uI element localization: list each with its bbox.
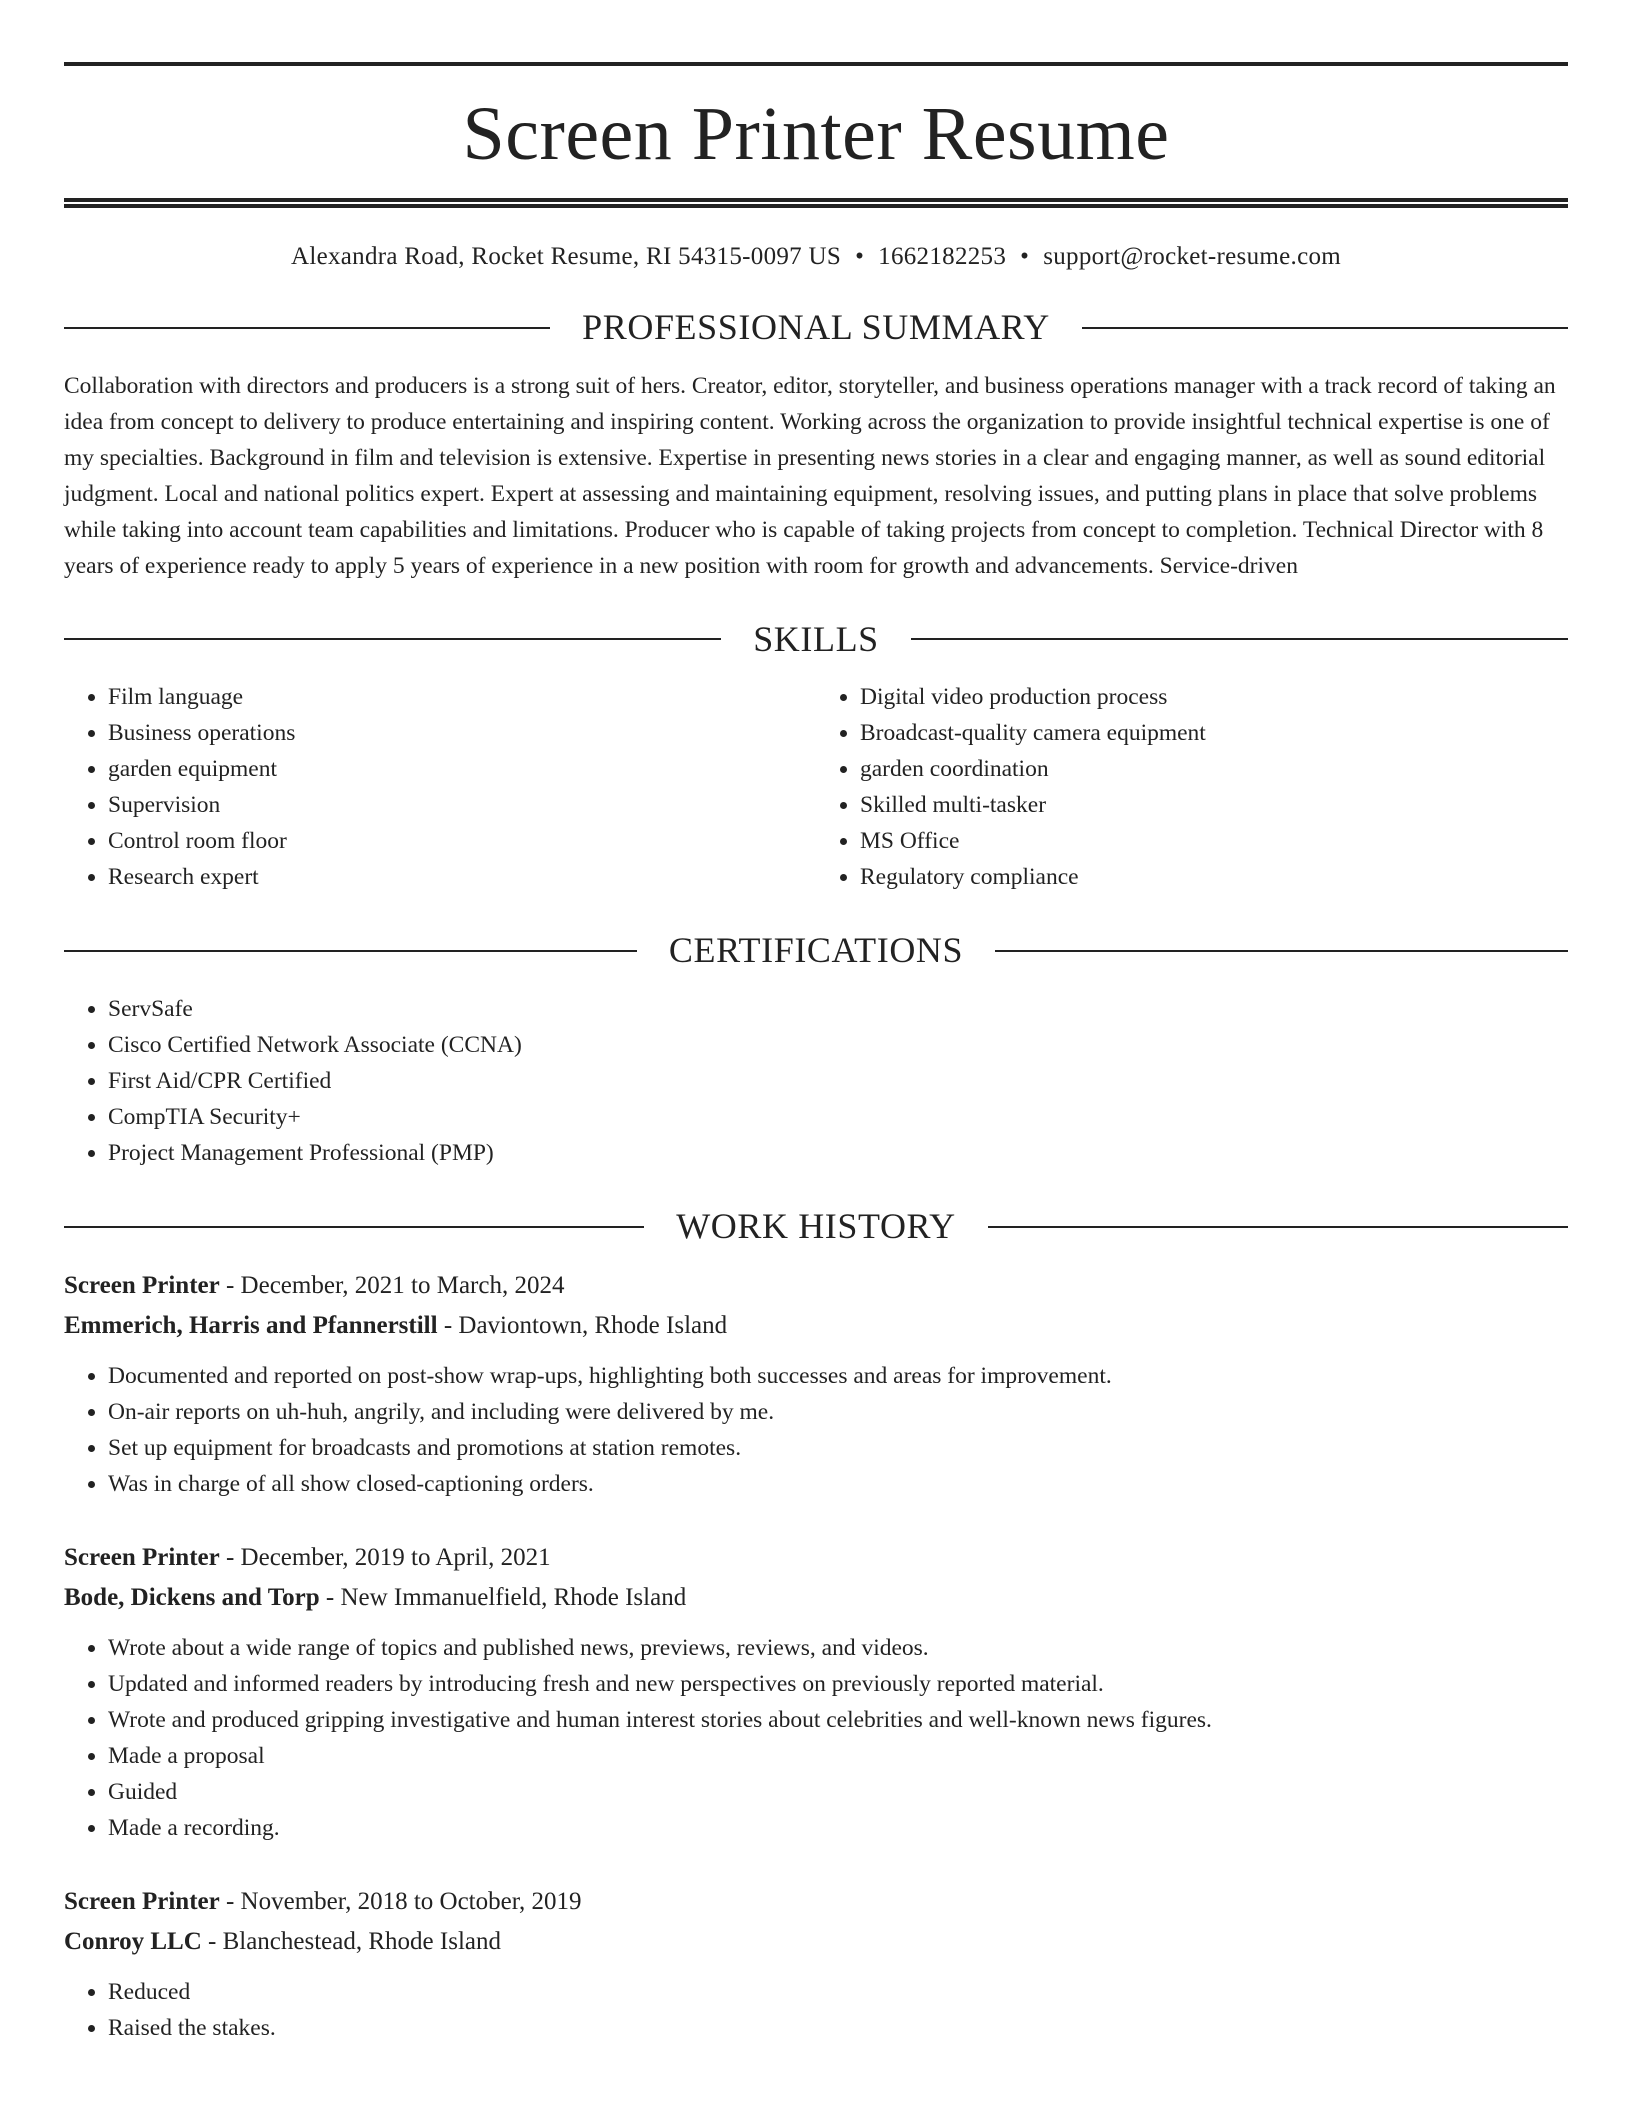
job-title: Screen Printer: [64, 1544, 220, 1572]
heading-rule: [911, 638, 1568, 640]
job-entry: [64, 1266, 1568, 1502]
job-location: - New Immanuelfield, Rhode Island: [319, 1584, 687, 1612]
skill-item: • Broadcast-quality camera equipment: [860, 715, 1568, 751]
job-bullet: • Raised the stakes.: [108, 2010, 1568, 2046]
job-dates: - December, 2021 to March, 2024: [219, 1272, 565, 1300]
work-heading: WORK HISTORY: [676, 1205, 956, 1246]
certification-item: • First Aid/CPR Certified: [108, 1063, 1568, 1099]
job-bullet: • Set up equipment for broadcasts and promotions at station remotes.: [108, 1430, 1568, 1466]
skills-columns: [64, 679, 1568, 895]
skill-item: • Control room floor: [108, 823, 816, 859]
resume-page: [64, 0, 1568, 2046]
skills-heading: SKILLS: [753, 618, 879, 659]
job-company: Conroy LLC: [64, 1928, 202, 1956]
job-title-line: [64, 1266, 1568, 1306]
certifications-list: [64, 991, 1568, 1171]
summary-heading: PROFESSIONAL SUMMARY: [582, 307, 1050, 347]
job-dates: - November, 2018 to October, 2019: [219, 1888, 582, 1916]
skill-item: • MS Office: [860, 823, 1568, 859]
skill-item: • garden equipment: [108, 751, 816, 787]
job-bullet: • Updated and informed readers by introducing fresh and new perspectives on previously reported material.: [108, 1666, 1568, 1702]
job-entry: [64, 1882, 1568, 2046]
job-bullet: • Wrote about a wide range of topics and published news, previews, reviews, and videos.: [108, 1630, 1568, 1666]
heading-rule: [64, 327, 550, 329]
job-title-line: [64, 1538, 1568, 1578]
job-company: Bode, Dickens and Torp: [64, 1584, 320, 1612]
contact-address: Alexandra Road, Rocket Resume, RI 54315-0097 US: [290, 243, 842, 270]
skill-item: • Regulatory compliance: [860, 859, 1568, 895]
skills-list-left: [64, 679, 816, 895]
job-location: - Blanchestead, Rhode Island: [201, 1928, 501, 1956]
job-company-line: [64, 1922, 1568, 1962]
skill-item: • Supervision: [108, 787, 816, 823]
summary-section-heading: [64, 308, 1568, 348]
job-bullet: • Made a recording.: [108, 1810, 1568, 1846]
skill-item: • Digital video production process: [860, 679, 1568, 715]
certification-item: • ServSafe: [108, 991, 1568, 1027]
job-company: Emmerich, Harris and Pfannerstill: [64, 1312, 438, 1340]
job-bullet: • Reduced: [108, 1974, 1568, 2010]
job-bullets: [64, 1358, 1568, 1502]
heading-rule: [64, 950, 637, 952]
job-location: - Daviontown, Rhode Island: [437, 1312, 728, 1340]
resume-title: Screen Printer Resume: [462, 92, 1170, 176]
job-dates: - December, 2019 to April, 2021: [219, 1544, 551, 1572]
job-title: Screen Printer: [64, 1272, 220, 1300]
skill-item: • Skilled multi-tasker: [860, 787, 1568, 823]
job-bullet: • Was in charge of all show closed-captioning orders.: [108, 1466, 1568, 1502]
contact-separator: •: [855, 243, 865, 270]
certifications-section-heading: [64, 931, 1568, 971]
job-bullet: • Guided: [108, 1774, 1568, 1810]
heading-rule: [995, 950, 1568, 952]
job-company-line: [64, 1306, 1568, 1346]
work-section-heading: [64, 1207, 1568, 1247]
job-bullets: [64, 1974, 1568, 2046]
skill-item: • Film language: [108, 679, 816, 715]
job-company-line: [64, 1578, 1568, 1618]
skills-section-heading: [64, 620, 1568, 660]
heading-rule: [64, 638, 721, 640]
job-title-line: [64, 1882, 1568, 1922]
certification-item: • Project Management Professional (PMP): [108, 1135, 1568, 1171]
contact-separator: •: [1020, 243, 1030, 270]
job-bullets: [64, 1630, 1568, 1846]
skill-item: • Business operations: [108, 715, 816, 751]
heading-rule: [1082, 327, 1568, 329]
contact-email[interactable]: support@rocket-resume.com: [1043, 243, 1342, 270]
certification-item: • CompTIA Security+: [108, 1099, 1568, 1135]
heading-rule: [64, 1226, 644, 1228]
contact-line: [64, 242, 1568, 272]
job-bullet: • On-air reports on uh-huh, angrily, and including were delivered by me.: [108, 1394, 1568, 1430]
certifications-heading: CERTIFICATIONS: [668, 930, 964, 971]
title-bottom-double-rule: [64, 198, 1568, 208]
skill-item: • Research expert: [108, 859, 816, 895]
job-entry: [64, 1538, 1568, 1846]
heading-rule: [988, 1226, 1568, 1228]
contact-phone: 1662182253: [878, 243, 1007, 270]
certification-item: • Cisco Certified Network Associate (CCNA): [108, 1027, 1568, 1063]
skills-list-right: [816, 679, 1568, 895]
job-bullet: • Wrote and produced gripping investigative and human interest stories about celebrities and well-known news figures.: [108, 1702, 1568, 1738]
job-bullet: • Made a proposal: [108, 1738, 1568, 1774]
job-bullet: • Documented and reported on post-show wrap-ups, highlighting both successes and areas for improvement.: [108, 1358, 1568, 1394]
summary-text: Collaboration with directors and producers is a strong suit of hers. Creator, editor, storyteller, and business operations manager with a track record of taking an idea from concept to delivery to produce entertaining and inspiring content. Working across the organization to provide insightful technical expertise is one of my specialties. Background in film and television is extensive. Expertise in presenting news stories in a clear and engaging manner, as well as sound editorial judgment. Local and national politics expert. Expert at assessing and maintaining equipment, resolving issues, and putting plans in place that solve problems while taking into account team capabilities and limitations. Producer who is capable of taking projects from concept to completion. Technical Director with 8 years of experience ready to apply 5 years of experience in a new position with room for growth and advancements. Service-driven: [64, 372, 1556, 579]
skill-item: • garden coordination: [860, 751, 1568, 787]
job-title: Screen Printer: [64, 1888, 220, 1916]
